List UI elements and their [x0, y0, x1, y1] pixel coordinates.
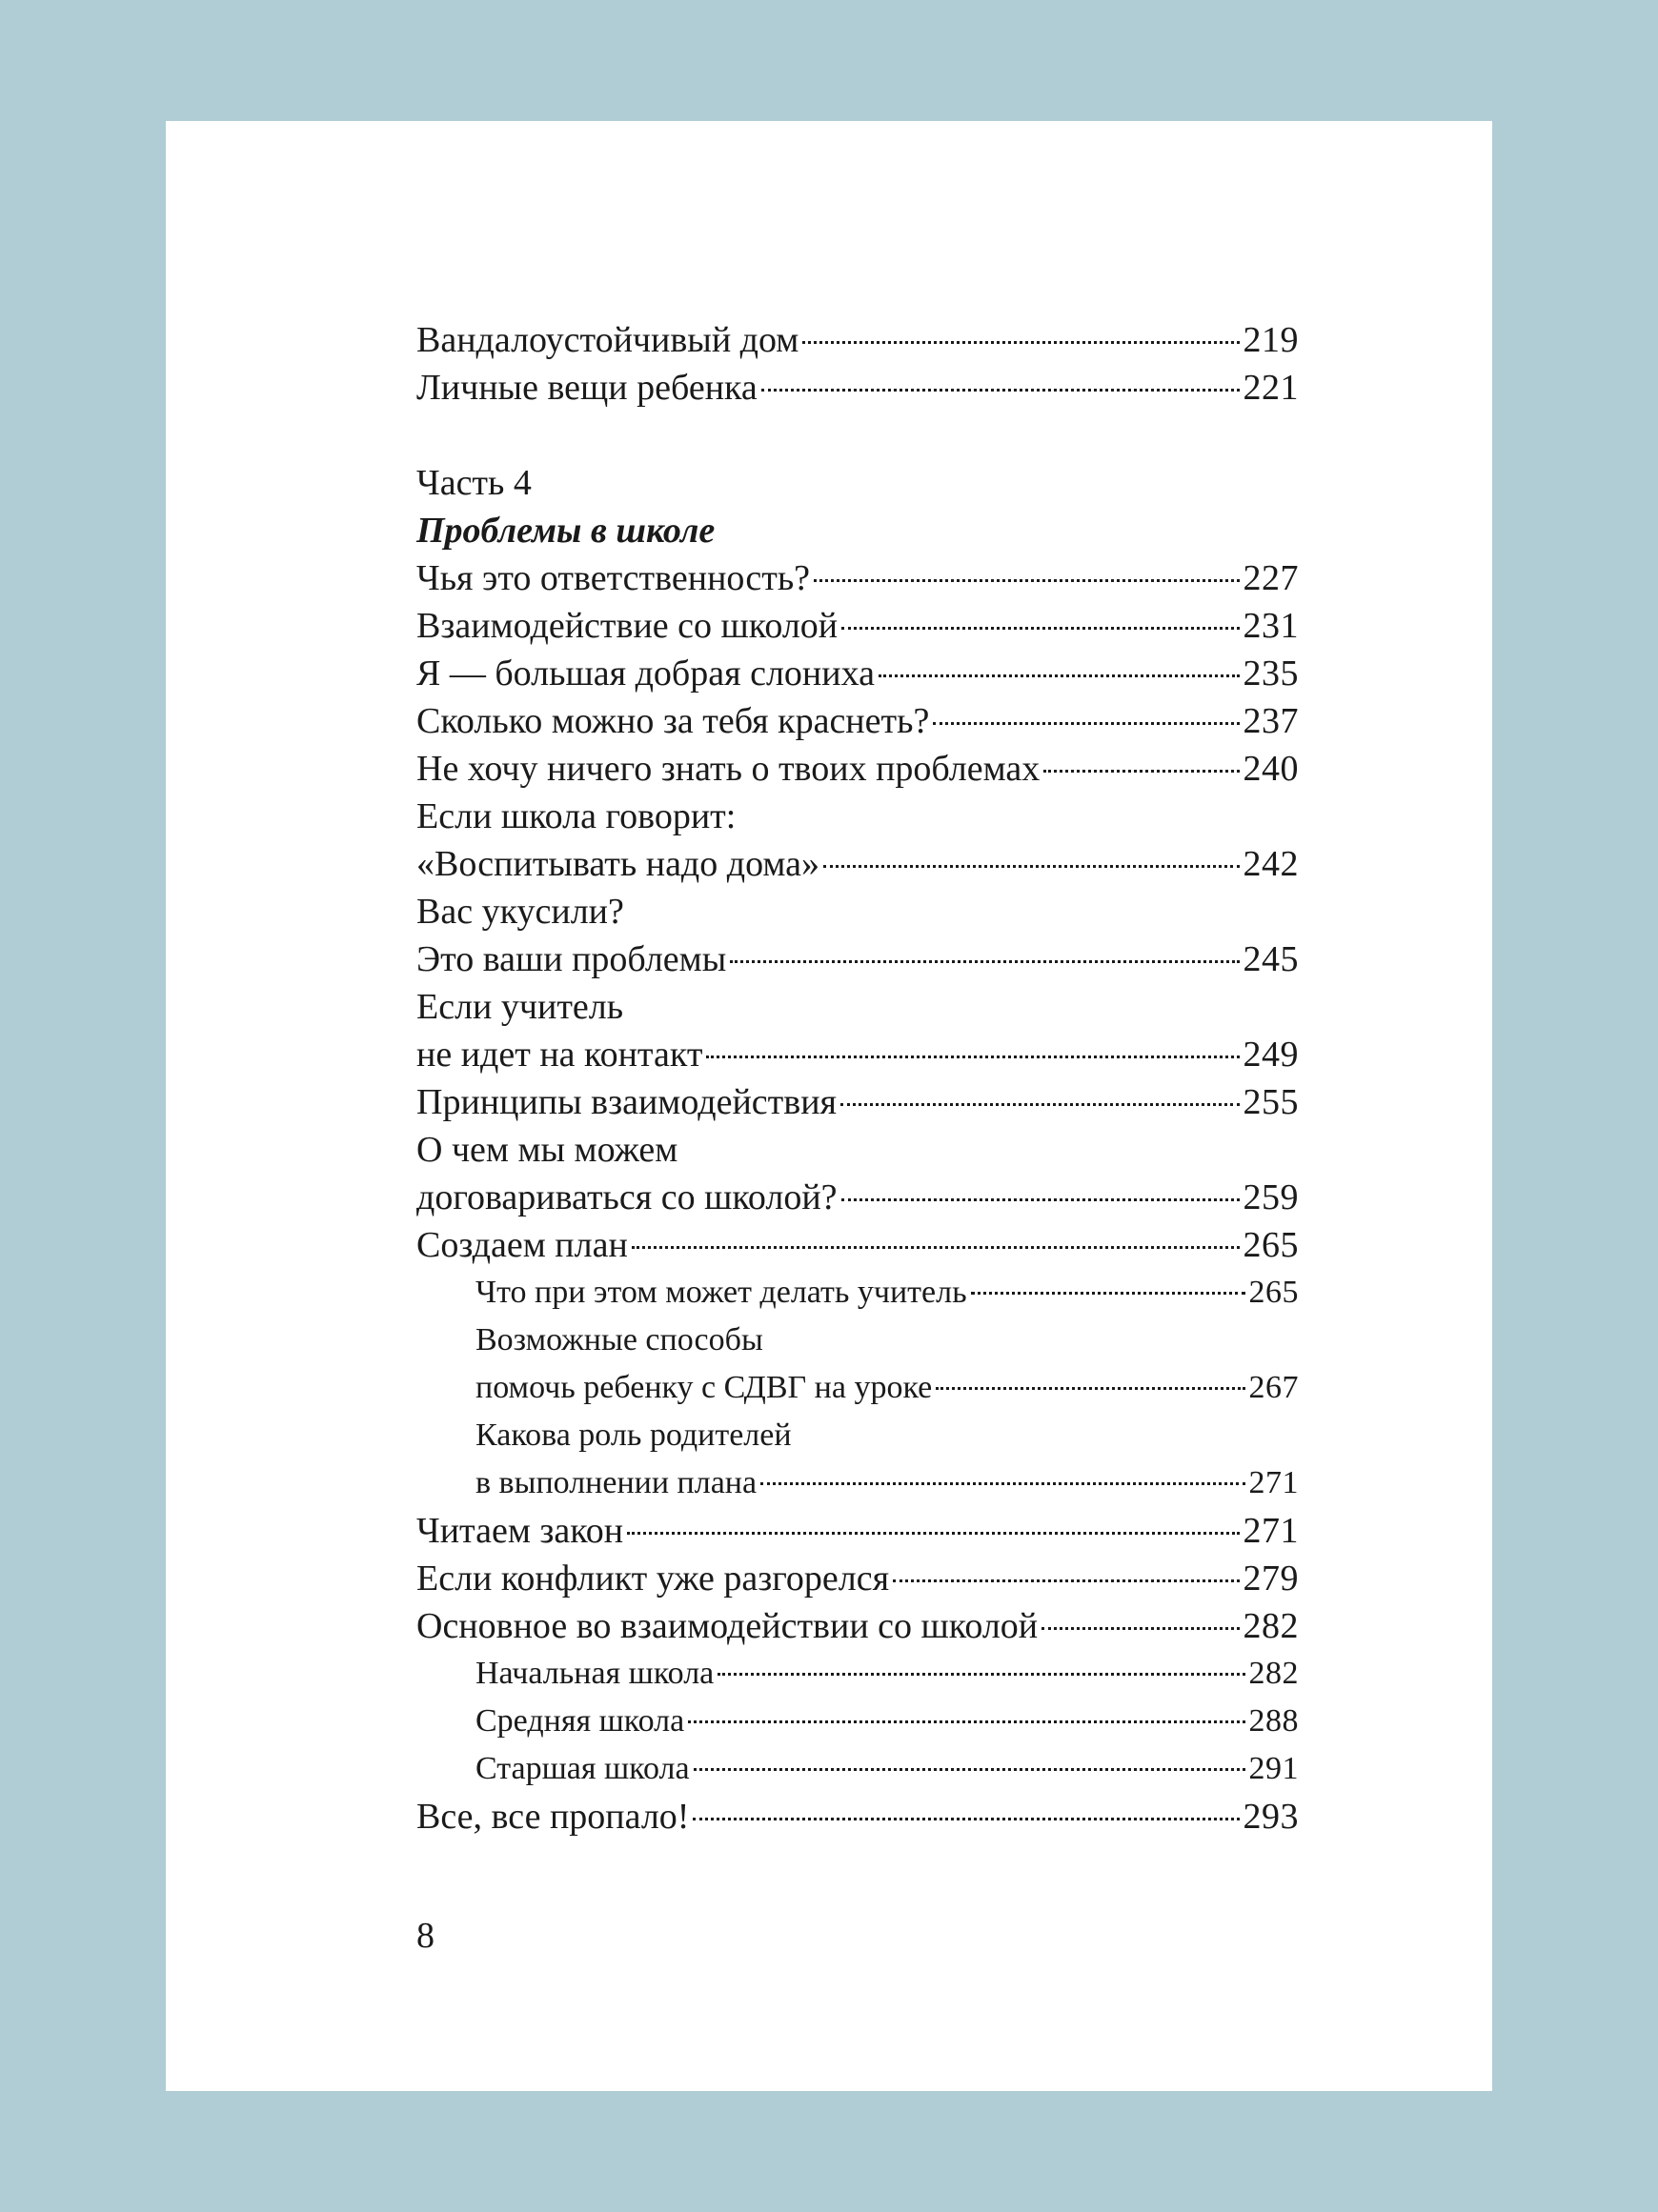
dot-leader [841, 627, 1239, 630]
toc-entry-page: 259 [1243, 1177, 1299, 1217]
toc-entry [416, 316, 1299, 364]
dot-leader [802, 341, 1239, 344]
toc-entry-title: Я — большая добрая слониха [416, 654, 875, 694]
toc-subentry [416, 1698, 1299, 1745]
dot-leader [760, 1482, 1244, 1485]
dot-leader [971, 1292, 1245, 1295]
dot-leader [730, 960, 1239, 963]
toc-entry-title: Это ваши проблемы [416, 939, 727, 979]
table-of-contents [416, 316, 1299, 1840]
toc-entry-title-line: О чем мы можем [416, 1130, 678, 1170]
toc-subentry-first-line [416, 1317, 1299, 1364]
toc-subentry-first-line [416, 1412, 1299, 1459]
toc-entry-title: Личные вещи ребенка [416, 368, 758, 408]
toc-entry-title: Принципы взаимодействия [416, 1082, 838, 1122]
toc-entry [416, 602, 1299, 650]
toc-entry-title: Все, все пропало! [416, 1797, 690, 1837]
toc-entry-page: 242 [1243, 844, 1299, 884]
toc-entry-title: Читаем закон [416, 1511, 624, 1551]
toc-entry [416, 650, 1299, 697]
toc-entry [416, 745, 1299, 793]
toc-entry-title-line: Если школа говорит: [416, 796, 737, 836]
toc-entry-page: 293 [1243, 1797, 1299, 1837]
toc-entry-first-line [416, 1126, 1299, 1174]
dot-leader [693, 1818, 1239, 1820]
toc-entry-page: 240 [1243, 749, 1299, 789]
dot-leader [823, 865, 1239, 868]
toc-entry-page: 245 [1243, 939, 1299, 979]
dot-leader [761, 389, 1240, 392]
toc-entry-page: 271 [1243, 1511, 1299, 1551]
toc-entry-page: 221 [1243, 368, 1299, 408]
toc-entry-page: 279 [1243, 1558, 1299, 1599]
toc-entry [416, 840, 1299, 888]
toc-subentry-title: Средняя школа [475, 1703, 685, 1739]
toc-entry-title: «Воспитывать надо дома» [416, 844, 820, 884]
spacer [416, 412, 1299, 459]
toc-subentry-page: 265 [1248, 1275, 1299, 1310]
page-number: 8 [416, 1916, 435, 1956]
toc-subentry-title: Старшая школа [475, 1751, 690, 1786]
toc-subentry [416, 1650, 1299, 1698]
toc-entry [416, 1221, 1299, 1269]
toc-entry-title-line: Если учитель [416, 987, 624, 1027]
toc-entry-first-line [416, 983, 1299, 1031]
toc-subentry-title: Что при этом может делать учитель [475, 1275, 967, 1310]
dot-leader [841, 1198, 1240, 1201]
dot-leader [718, 1673, 1244, 1676]
toc-subentry-title: в выполнении плана [475, 1465, 758, 1500]
toc-subentry-page: 267 [1248, 1370, 1299, 1405]
toc-subentry-title: помочь ребенку с СДВГ на уроке [475, 1370, 933, 1405]
toc-subentry-page: 288 [1248, 1703, 1299, 1739]
dot-leader [1041, 1627, 1239, 1630]
dot-leader [688, 1720, 1244, 1723]
toc-entry [416, 554, 1299, 602]
toc-entry [416, 1555, 1299, 1602]
part-title: Проблемы в школе [416, 511, 716, 551]
toc-subentry [416, 1364, 1299, 1412]
toc-entry [416, 364, 1299, 412]
toc-entry-title: договариваться со школой? [416, 1177, 838, 1217]
dot-leader [706, 1056, 1239, 1058]
toc-entry [416, 935, 1299, 983]
toc-entry-page: 265 [1243, 1225, 1299, 1265]
toc-entry-page: 235 [1243, 654, 1299, 694]
toc-entry [416, 1031, 1299, 1078]
toc-entry [416, 1174, 1299, 1221]
dot-leader [840, 1103, 1239, 1106]
toc-entry-title: Создаем план [416, 1225, 628, 1265]
toc-entry-title: Основное во взаимодействии со школой [416, 1606, 1039, 1646]
toc-entry-title-line: Вас укусили? [416, 892, 624, 932]
dot-leader [1043, 770, 1239, 773]
toc-subentry [416, 1745, 1299, 1793]
toc-subentry-page: 282 [1248, 1656, 1299, 1691]
toc-subentry-page: 271 [1248, 1465, 1299, 1500]
toc-entry [416, 697, 1299, 745]
toc-entry [416, 1793, 1299, 1840]
toc-entry [416, 1507, 1299, 1555]
dot-leader [933, 722, 1239, 725]
toc-subentry-title-line: Какова роль родителей [475, 1418, 792, 1453]
dot-leader [879, 674, 1240, 677]
toc-entry [416, 1602, 1299, 1650]
toc-entry-title: Чья это ответственность? [416, 558, 811, 598]
toc-entry-page: 227 [1243, 558, 1299, 598]
toc-entry-page: 219 [1243, 320, 1299, 360]
book-page [166, 121, 1492, 2091]
dot-leader [632, 1246, 1240, 1249]
dot-leader [814, 579, 1239, 582]
toc-subentry-title: Начальная школа [475, 1656, 715, 1691]
dot-leader [893, 1579, 1239, 1582]
toc-subentry-page: 291 [1248, 1751, 1299, 1786]
toc-entry-first-line [416, 888, 1299, 935]
toc-subentry-title-line: Возможные способы [475, 1322, 763, 1357]
toc-entry-page: 255 [1243, 1082, 1299, 1122]
toc-entry-title: Не хочу ничего знать о твоих проблемах [416, 749, 1041, 789]
toc-subentry [416, 1459, 1299, 1507]
part-label: Часть 4 [416, 463, 532, 503]
toc-entry-title: Если конфликт уже разгорелся [416, 1558, 890, 1599]
dot-leader [936, 1387, 1244, 1390]
dot-leader [694, 1768, 1245, 1771]
toc-entry-title: Взаимодействие со школой [416, 606, 839, 646]
toc-entry-page: 237 [1243, 701, 1299, 741]
toc-entry-page: 231 [1243, 606, 1299, 646]
toc-entry-title: Сколько можно за тебя краснеть? [416, 701, 930, 741]
dot-leader [627, 1532, 1239, 1535]
toc-entry-page: 249 [1243, 1035, 1299, 1075]
toc-entry-title: не идет на контакт [416, 1035, 703, 1075]
toc-entry-title: Вандалоустойчивый дом [416, 320, 799, 360]
toc-entry [416, 1078, 1299, 1126]
toc-subentry [416, 1269, 1299, 1317]
toc-entry-page: 282 [1243, 1606, 1299, 1646]
toc-entry-first-line [416, 793, 1299, 840]
